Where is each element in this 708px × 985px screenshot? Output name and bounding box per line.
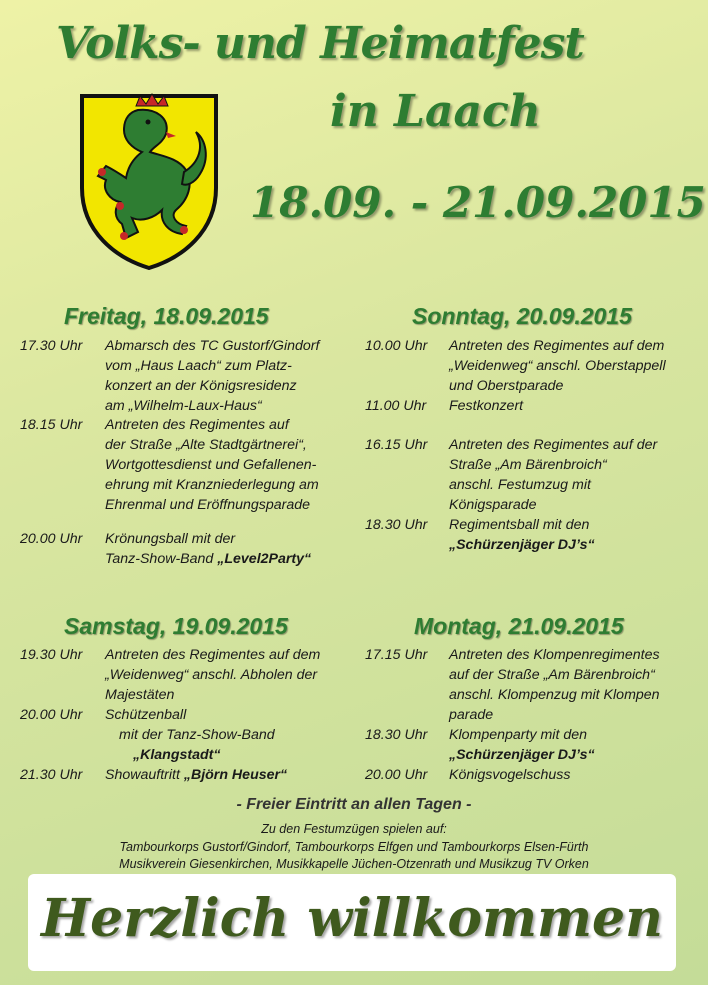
bands-line-2: Musikverein Giesenkirchen, Musikkapelle Jüchen-Otzenrath und Musikzug TV Orken (119, 857, 589, 871)
event-time: 10.00 Uhr (365, 338, 428, 354)
event-time: 16.15 Uhr (365, 437, 428, 453)
event-text: ehrung mit Kranzniederlegung am (105, 477, 319, 493)
day-title-monday: Montag, 21.09.2015 (414, 613, 624, 639)
event-text: auf der Straße „Am Bärenbroich“ (449, 667, 655, 683)
title-line-2: in Laach (330, 86, 541, 137)
event-text: „Weidenweg“ anschl. Abholen der (105, 667, 318, 683)
coat-of-arms-lion-icon (78, 92, 220, 270)
bands-line-1: Tambourkorps Gustorf/Gindorf, Tambourkorps Elfgen und Tambourkorps Elsen-Fürth (119, 840, 589, 854)
free-entry-notice: - Freier Eintritt an allen Tagen - (236, 796, 472, 813)
event-time: 18.30 Uhr (365, 517, 428, 533)
title-line-1: Volks- und Heimatfest (56, 18, 584, 69)
event-text: am „Wilhelm-Laux-Haus“ (105, 398, 262, 414)
band-name: „Level2Party“ (217, 551, 312, 567)
event-time: 17.15 Uhr (365, 647, 428, 663)
event-text: Wortgottesdienst und Gefallenen- (105, 457, 317, 473)
band-name: „Schürzenjäger DJ’s“ (449, 537, 595, 553)
day-title-sunday: Sonntag, 20.09.2015 (412, 303, 632, 329)
event-text: mit der Tanz-Show-Band (119, 727, 275, 743)
event-text: anschl. Klompenzug mit Klompen (449, 687, 660, 703)
event-text: und Oberstparade (449, 378, 564, 394)
event-text: Festkonzert (449, 398, 524, 414)
event-text: Antreten des Klompenregimentes (449, 647, 660, 663)
event-text: Straße „Am Bärenbroich“ (449, 457, 607, 473)
band-name: „Schürzenjäger DJ’s“ (449, 747, 595, 763)
event-time: 11.00 Uhr (365, 398, 427, 414)
event-text: Schützenball (105, 707, 187, 723)
event-text: Antreten des Regimentes auf der (449, 437, 658, 453)
event-text: Regimentsball mit den (449, 517, 590, 533)
day-title-saturday: Samstag, 19.09.2015 (64, 613, 288, 639)
artist-name: „Björn Heuser“ (183, 767, 288, 783)
band-name: „Klangstadt“ (133, 747, 221, 763)
event-text: Ehrenmal und Eröffnungsparade (105, 497, 311, 513)
event-time: 18.15 Uhr (20, 417, 83, 433)
event-text: Königsparade (449, 497, 537, 513)
day-title-friday: Freitag, 18.09.2015 (64, 303, 269, 329)
festival-dates: 18.09. - 21.09.2015 (250, 178, 706, 227)
event-time: 21.30 Uhr (20, 767, 83, 783)
event-text: „Weidenweg“ anschl. Oberstappell (449, 358, 666, 374)
event-text: Abmarsch des TC Gustorf/Gindorf (105, 338, 320, 354)
event-text: Showauftritt (105, 767, 184, 783)
event-text: Tanz-Show-Band (105, 551, 218, 567)
event-time: 17.30 Uhr (20, 338, 83, 354)
event-time: 19.30 Uhr (20, 647, 83, 663)
event-text: parade (449, 707, 494, 723)
event-text: Majestäten (105, 687, 175, 703)
event-time: 20.00 Uhr (20, 531, 83, 547)
event-time: 20.00 Uhr (20, 707, 83, 723)
event-text: Antreten des Regimentes auf dem (105, 647, 321, 663)
event-time: 20.00 Uhr (365, 767, 428, 783)
event-text: Klompenparty mit den (449, 727, 588, 743)
event-text: der Straße „Alte Stadtgärtnerei“, (105, 437, 307, 453)
event-time: 18.30 Uhr (365, 727, 428, 743)
event-text: vom „Haus Laach“ zum Platz- (105, 358, 292, 374)
bands-heading: Zu den Festumzügen spielen auf: (261, 822, 447, 836)
event-text: Königsvogelschuss (449, 767, 571, 783)
event-text: anschl. Festumzug mit (449, 477, 591, 493)
welcome-text: Herzlich willkommen (41, 888, 663, 949)
event-text: Antreten des Regimentes auf dem (449, 338, 665, 354)
event-text: Antreten des Regimentes auf (105, 417, 289, 433)
event-text: Krönungsball mit der (105, 531, 236, 547)
welcome-banner (28, 874, 676, 971)
event-text: konzert an der Königsresidenz (105, 378, 297, 394)
